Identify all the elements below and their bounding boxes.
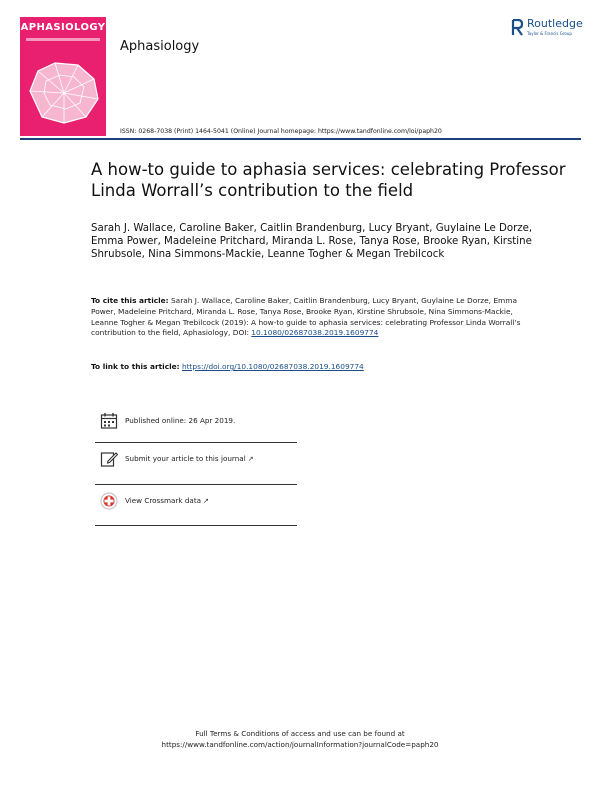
crossmark-row[interactable] <box>97 486 297 518</box>
submit-article-row[interactable] <box>97 444 297 476</box>
article-doi-link[interactable]: https://doi.org/10.1080/02687038.2019.1609774 <box>181 362 364 371</box>
header-divider <box>20 138 581 140</box>
row-divider <box>95 525 297 526</box>
cover-subtitle-band <box>26 38 100 41</box>
publisher-name: Routledge <box>527 17 583 30</box>
external-link-icon: ↗ <box>203 497 209 505</box>
published-row <box>97 406 297 438</box>
edit-icon <box>100 450 118 468</box>
cover-title: APHASIOLOGY <box>20 22 106 33</box>
article-authors: Sarah J. Wallace, Caroline Baker, Caitlin Brandenburg, Lucy Bryant, Guylaine Le Dorze, Emma Power, Madeleine Pritchard, Miranda L. Rose, Tanya Rose, Brooke Ryan, Kirstine Shrubsole, Nina Simmons-Mackie, Leanne Togher & Megan Trebilcock <box>91 223 533 261</box>
link-label: To link to this article: <box>91 362 180 371</box>
submit-article-label: Submit your article to this journal <box>125 454 246 463</box>
citation-label: To cite this article: <box>91 296 169 305</box>
terms-footer <box>0 728 600 750</box>
article-link-line <box>91 362 364 371</box>
publisher-logo <box>511 17 589 39</box>
calendar-icon <box>100 412 118 430</box>
citation-text: Sarah J. Wallace, Caroline Baker, Caitlin Brandenburg, Lucy Bryant, Guylaine Le Dorze, Emma Power, Madeleine Pritchard, Miranda L. Rose, Tanya Rose, Brooke Ryan, Kirstine Shrubsole, Nina Simmons-Mackie, Leanne Togher & Megan Trebilcock (2019): A how-to guide to aphasia services: celebrating Professor Linda Worrall’s contribution to the field, Aphasiology, DOI: <box>91 296 521 338</box>
crossmark-link[interactable] <box>125 496 209 505</box>
crossmark-icon <box>100 492 118 510</box>
terms-text: Full Terms & Conditions of access and use can be found at <box>195 729 405 738</box>
row-divider <box>95 442 297 443</box>
journal-name[interactable]: Aphasiology <box>120 39 200 54</box>
row-divider <box>95 484 297 485</box>
cover-artwork <box>20 51 106 136</box>
publisher-tagline: Taylor & Francis Group <box>527 31 572 36</box>
terms-url[interactable]: https://www.tandfonline.com/action/journalInformation?journalCode=paph20 <box>161 740 439 749</box>
journal-cover <box>20 17 106 136</box>
external-link-icon: ↗ <box>247 455 254 463</box>
routledge-r-icon <box>511 19 523 36</box>
published-date: Published online: 26 Apr 2019. <box>125 416 236 425</box>
submit-article-link[interactable] <box>125 454 254 463</box>
citation-doi-link[interactable]: 10.1080/02687038.2019.1609774 <box>251 328 379 338</box>
crossmark-label: View Crossmark data <box>125 496 202 505</box>
article-title: A how-to guide to aphasia services: celebrating Professor Linda Worrall’s contribution to the field <box>91 160 566 200</box>
citation-block <box>91 296 531 339</box>
issn-line: ISSN: 0268-7038 (Print) 1464-5041 (Online) Journal homepage: https://www.tandfonline.com/loi/paph20 <box>120 128 442 135</box>
